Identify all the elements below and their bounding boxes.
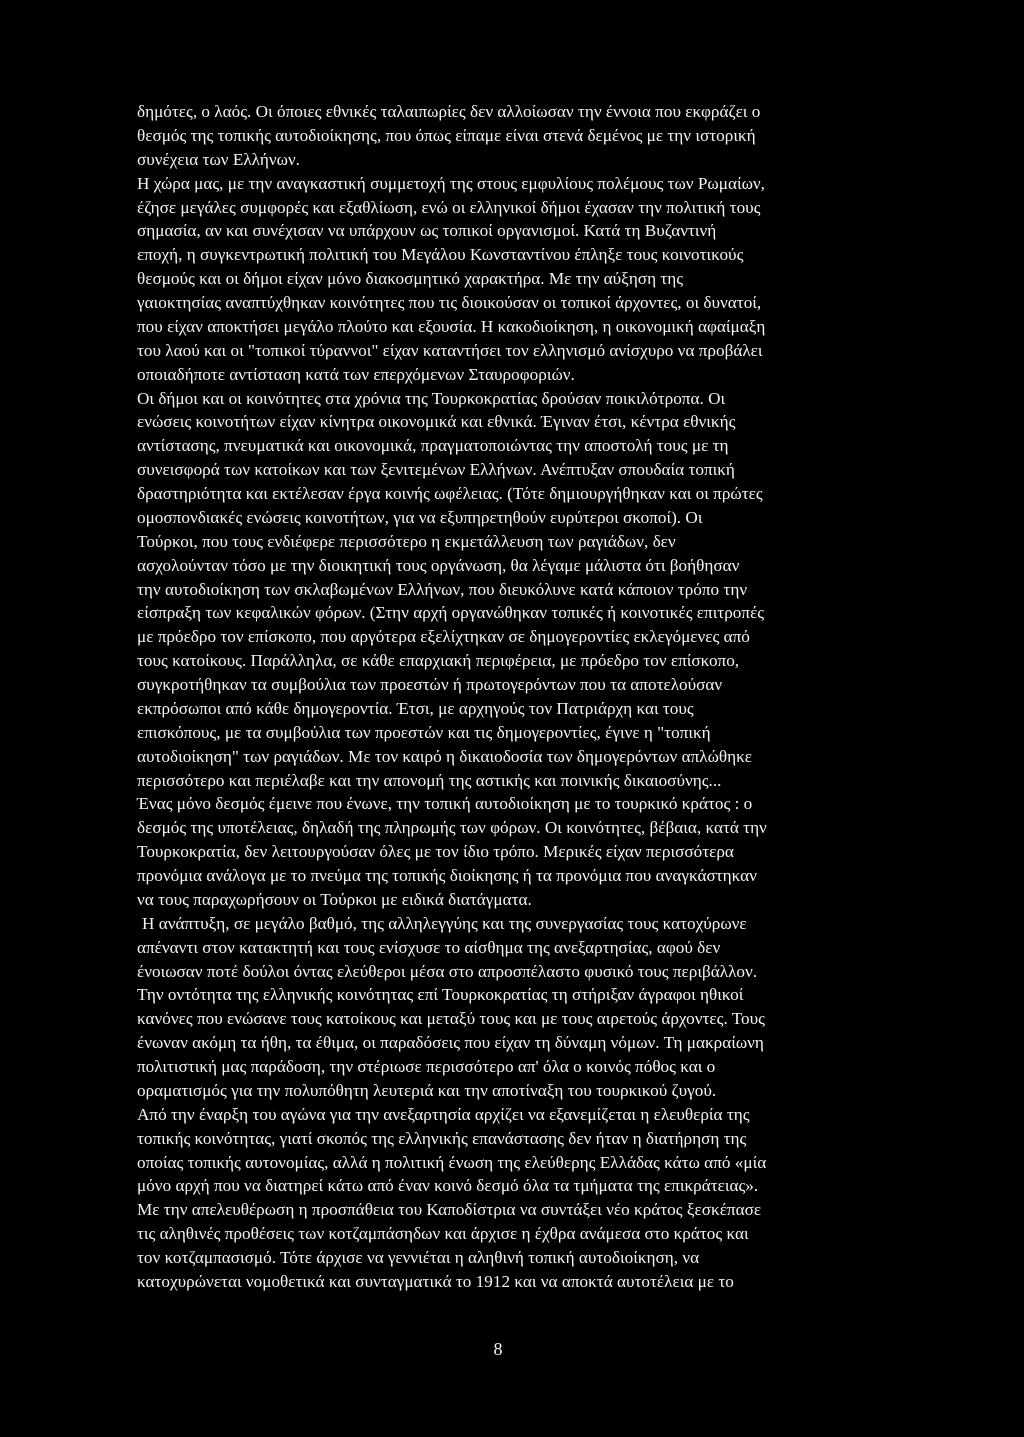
- text-line: θεσμός της τοπικής αυτοδιοίκησης, που όπως είπαμε είναι στενά δεμένος με την ιστορική: [137, 125, 756, 145]
- text-line: θεσμούς και οι δήμοι είχαν μόνο διακοσμητικό χαρακτήρα. Με την αύξηση της: [137, 269, 684, 289]
- text-line: Την οντότητα της ελληνικής κοινότητας επί Τουρκοκρατίας τη στήριξαν άγραφοι ηθικοί: [137, 985, 744, 1005]
- text-line: γαιοκτησίας αναπτύχθηκαν κοινότητες που τις διοικούσαν οι τοπικοί άρχοντες, οι δυνατοί,: [137, 293, 762, 312]
- text-line: Από την έναρξη του αγώνα για την ανεξαρτησία αρχίζει να εξανεμίζεται η ελευθερία της: [137, 1104, 750, 1124]
- text-line: αντίστασης, πνευματικά και οικονομικά, πραγματοποιώντας την αποστολή τους με τη: [137, 436, 729, 456]
- text-line: Τούρκοι, που τους ενδιέφερε περισσότερο η εκμετάλλευση των ραγιάδων, δεν: [137, 531, 676, 551]
- text-line: προνόμια ανάλογα με το πνεύμα της τοπικής διοίκησης ή τα προνόμια που αναγκάστηκαν: [137, 866, 757, 885]
- text-line: σημασία, αν και συνέχισαν να υπάρχουν ως τοπικοί οργανισμοί. Κατά τη Βυζαντινή: [137, 221, 717, 241]
- text-line: είσπραξη των κεφαλικών φόρων. (Στην αρχή οργανώθηκαν τοπικές ή κοινοτικές επιτροπές: [137, 603, 765, 623]
- text-line: απέναντι στον κατακτητή και τους ενίσχυσε το αίσθημα της ανεξαρτησίας, αφού δεν: [137, 937, 721, 957]
- text-line: οποιαδήποτε αντίσταση κατά των επερχόμενων Σταυροφοριών.: [137, 364, 575, 384]
- page-number: 8: [493, 1339, 503, 1359]
- text-line: Τουρκοκρατία, δεν λειτουργούσαν όλες με τον ίδιο τρόπο. Μερικές είχαν περισσότερα: [137, 842, 734, 862]
- text-line: δραστηριότητα και εκτέλεσαν έργα κοινής ωφέλειας. (Τότε δημιουργήθηκαν και οι πρώτες: [137, 484, 763, 503]
- text-line: Η ανάπτυξη, σε μεγάλο βαθμό, της αλληλεγγύης και της συνεργασίας τους κατοχύρωνε: [142, 913, 747, 933]
- text-line: επισκόπους, με τα συμβούλια των προεστών και τις δημογεροντίες, έγινε η "τοπική: [137, 722, 711, 742]
- text-line: με πρόεδρο τον επίσκοπο, που αργότερα εξελίχτηκαν σε δημογεροντίες εκλεγόμενες από: [137, 627, 750, 647]
- text-line: Οι δήμοι και οι κοινότητες στα χρόνια της Τουρκοκρατίας δρούσαν ποικιλότροπα. Οι: [137, 388, 726, 408]
- text-line: συνέχεια των Ελλήνων.: [137, 149, 300, 169]
- text-line: τοπικής κοινότητας, γιατί σκοπός της ελληνικής επανάστασης δεν ήταν η διατήρηση της: [137, 1128, 747, 1148]
- body-text: [137, 100, 997, 1294]
- text-line: του λαού και οι "τοπικοί τύραννοι" είχαν καταντήσει τον ελληνισμό ανίσχυρο να προβάλει: [137, 340, 763, 360]
- text-line: συγκροτήθηκαν τα συμβούλια των προεστών ή πρωτογερόντων που τα αποτελούσαν: [137, 675, 723, 694]
- text-line: τους κατοίκους. Παράλληλα, σε κάθε επαρχιακή περιφέρεια, με πρόεδρο τον επίσκοπο,: [137, 651, 740, 671]
- text-line: κατοχυρώνεται νομοθετικά και συνταγματικά το 1912 και να αποκτά αυτοτέλεια με το: [137, 1271, 734, 1291]
- text-line: ενώσεις κοινοτήτων είχαν κίνητρα οικονομικά και εθνικά. Έγιναν έτσι, κέντρα εθνικής: [137, 412, 736, 432]
- text-line: δεσμός της υποτέλειας, δηλαδή της πληρωμής των φόρων. Οι κοινότητες, βέβαια, κατά την: [137, 818, 767, 838]
- text-line: εκπρόσωποι από κάθε δημογεροντία. Έτσι, με αρχηγούς τον Πατριάρχη και τους: [137, 698, 694, 718]
- text-line: Η χώρα μας, με την αναγκαστική συμμετοχή της στους εμφυλίους πολέμους των Ρωμαίων,: [137, 173, 765, 193]
- text-line: περισσότερο και περιέλαβε και την απονομή της αστικής και ποινικής δικαιοσύνης...: [137, 770, 722, 790]
- text-line: τις αληθινές προθέσεις των κοτζαμπάσηδων και άρχισε η έχθρα ανάμεσα στο κράτος και: [137, 1224, 749, 1244]
- text-line: ομοσπονδιακές ενώσεις κοινοτήτων, για να εξυπηρετηθούν ευρύτεροι σκοποί). Οι: [137, 507, 703, 527]
- text-line: συνεισφορά των κατοίκων και των ξενιτεμένων Ελλήνων. Ανέπτυξαν σπουδαία τοπική: [137, 460, 735, 480]
- text-line: Με την απελευθέρωση η προσπάθεια του Καποδίστρια να συντάξει νέο κράτος ξεσκέπασε: [137, 1200, 762, 1220]
- text-line: Ένας μόνο δεσμός έμεινε που ένωνε, την τοπική αυτοδιοίκηση με το τουρκικό κράτος : ο: [137, 794, 753, 814]
- text-line: τον κοτζαμπασισμό. Τότε άρχισε να γεννιέται η αληθινή τοπική αυτοδιοίκηση, να: [137, 1248, 700, 1267]
- text-line: αυτοδιοίκηση" των ραγιάδων. Με τον καιρό η δικαιοδοσία των δημογερόντων απλώθηκε: [137, 746, 752, 766]
- text-line: οποίας τοπικής αυτονομίας, αλλά η πολιτική ένωση της ελεύθερης Ελλάδας κάτω από «μία: [137, 1152, 767, 1172]
- text-line: δημότες, ο λαός. Οι όποιες εθνικές ταλαιπωρίες δεν αλλοίωσαν την έννοια που εκφράζει ο: [137, 102, 761, 121]
- text-line: ένωναν ακόμη τα ήθη, τα έθιμα, οι παραδόσεις που είχαν τη δύναμη νόμων. Τη μακραίωνη: [137, 1033, 764, 1053]
- text-line: την αυτοδιοίκηση των σκλαβωμένων Ελλήνων, που διευκόλυνε κατά κάποιον τρόπο την: [137, 579, 748, 599]
- text-line: να τους παραχωρήσουν οι Τούρκοι με ειδικά διατάγματα.: [137, 889, 532, 909]
- text-line: ασχολούνταν τόσο με την διοικητική τους οργάνωση, θα λέγαμε μάλιστα ότι βοήθησαν: [137, 555, 740, 575]
- text-line: που είχαν αποκτήσει μεγάλο πλούτο και εξουσία. Η κακοδιοίκηση, η οικονομική αφαίμαξη: [137, 316, 766, 336]
- text-line: ένοιωσαν ποτέ δούλοι όντας ελεύθεροι μέσα στο απροσπέλαστο φυσικό τους περιβάλλον.: [137, 961, 758, 981]
- text-line: εποχή, η συγκεντρωτική πολιτική του Μεγάλου Κωνσταντίνου έπληξε τους κοινοτικούς: [137, 245, 744, 265]
- text-line: έζησε μεγάλες συμφορές και εξαθλίωση, ενώ οι ελληνικοί δήμοι έχασαν την πολιτική τους: [137, 197, 761, 217]
- text-line: πολιτιστική μας παράδοση, την στέριωσε περισσότερο απ' όλα ο κοινός πόθος και ο: [137, 1057, 716, 1076]
- text-line: οραματισμός για την πολυπόθητη λευτεριά και την αποτίναξη του τουρκικού ζυγού.: [137, 1080, 717, 1100]
- text-line: μόνο αρχή που να διατηρεί κάτω από έναν κοινό δεσμό όλα τα τμήματα της επικράτειας».: [137, 1176, 759, 1196]
- text-line: κανόνες που ενώσανε τους κατοίκους και μεταξύ τους και με τους αιρετούς άρχοντες. Τους: [137, 1009, 765, 1029]
